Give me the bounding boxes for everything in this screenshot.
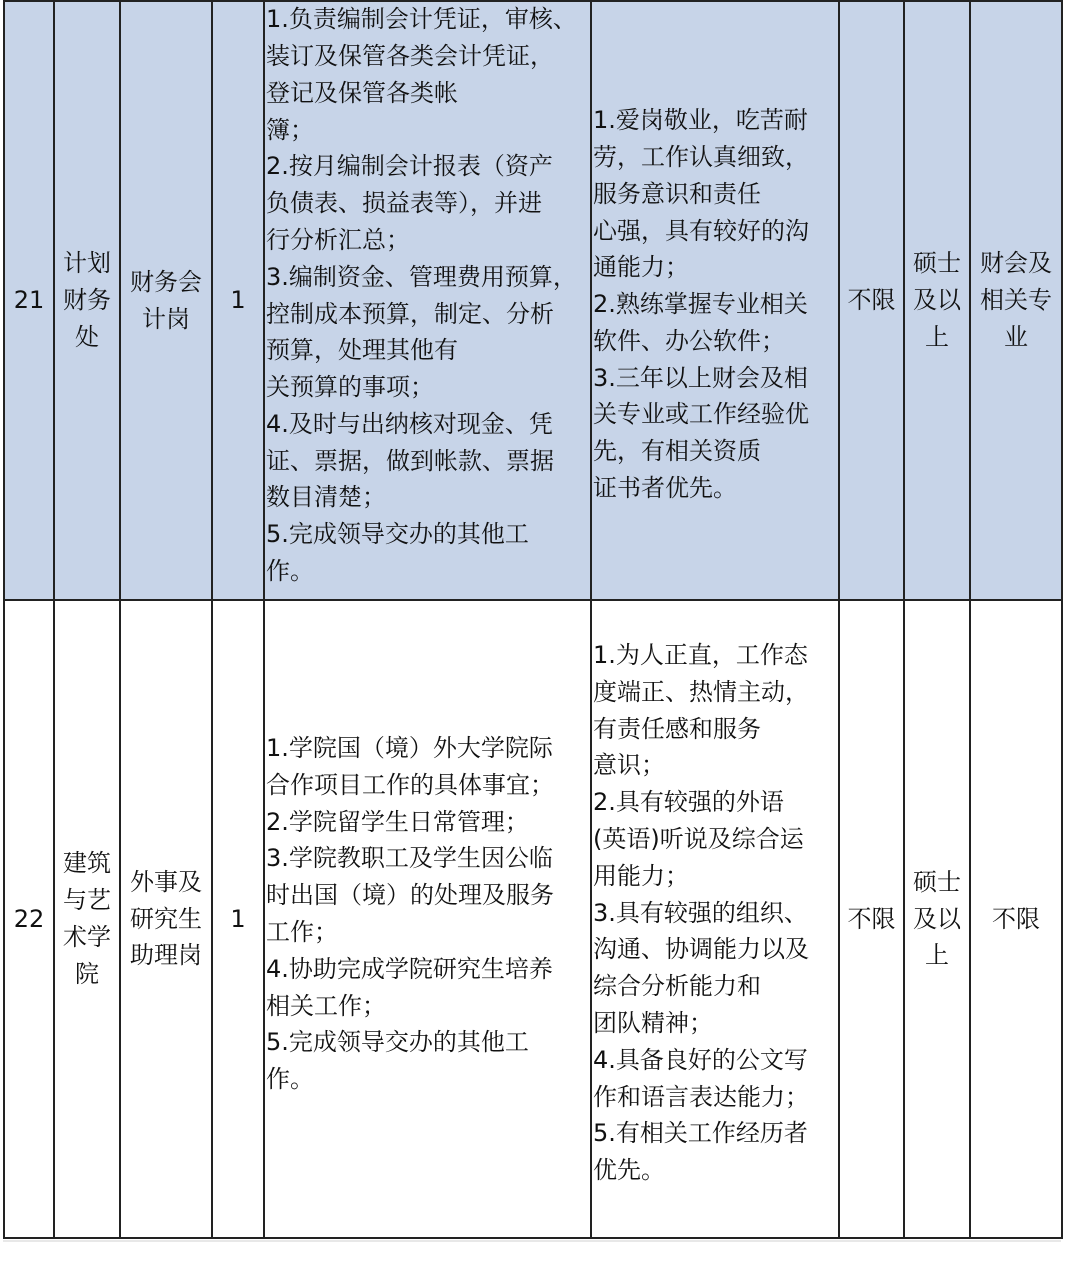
major-cell <box>970 1 1062 600</box>
position-name: 外事及 研究生 助理岗 <box>130 867 202 970</box>
headcount-cell <box>212 1 264 600</box>
row-number: 21 <box>13 286 45 315</box>
headcount: 1 <box>230 904 246 933</box>
duties-cell <box>264 600 591 1238</box>
position-cell <box>120 1 212 600</box>
age-requirement: 不限 <box>847 904 896 933</box>
duties-cell <box>264 1 591 600</box>
row-number: 22 <box>13 904 45 933</box>
duties-text: 1.负责编制会计凭证，审核、 装订及保管各类会计凭证， 登记及保管各类帐 簿； 2.按月编制会计报表（资产 负债表、损益表等），并进 行分析汇总； 3.编制资金、管理费用预算， 控制成本预算，制定、分析 预算，处理其他有 关预算的事项； 4.及时与出纳核对现金、凭 证、票据，做到帐款、票据 数目清楚； 5.完成领导交办的其他工 作。 <box>266 5 577 586</box>
department-name: 建筑 与艺 术学 院 <box>63 849 111 988</box>
education-cell <box>904 1 970 600</box>
row-number-cell <box>4 600 54 1238</box>
duties-text: 1.学院国（境）外大学院际 合作项目工作的具体事宜； 2.学院留学生日常管理； 3.学院教职工及学生因公临 时出国（境）的处理及服务 工作； 4.协助完成学院研究生培养 相关工作； 5.完成领导交办的其他工 作。 <box>266 734 554 1094</box>
position-name: 财务会 计岗 <box>130 267 202 333</box>
department-cell <box>54 600 120 1238</box>
education-requirement: 硕士 及以 上 <box>913 867 961 970</box>
major-requirement: 不限 <box>992 904 1040 933</box>
headcount: 1 <box>230 286 246 315</box>
position-cell <box>120 600 212 1238</box>
major-requirement: 财会及 相关专 业 <box>980 249 1052 351</box>
requirements-cell <box>591 600 839 1238</box>
requirements-text: 1.为人正直，工作态 度端正、热情主动， 有责任感和服务 意识； 2.具有较强的外语 (英语)听说及综合运 用能力； 3.具有较强的组织、 沟通、协调能力以及 综合分析能力和 团队精神； 4.具备良好的公文写 作和语言表达能力； 5.有相关工作经历者 优先。 <box>593 641 809 1185</box>
table-row <box>4 600 1062 1238</box>
page-shadow-divider <box>3 1240 1061 1242</box>
department-name: 计划 财务 处 <box>63 249 111 351</box>
age-cell <box>839 600 904 1238</box>
headcount-cell <box>212 600 264 1238</box>
requirements-text: 1.爱岗敬业，吃苦耐 劳，工作认真细致， 服务意识和责任 心强，具有较好的沟 通能力； 2.熟练掌握专业相关 软件、办公软件； 3.三年以上财会及相 关专业或工作经验优 先，有相关资质 证书者优先。 <box>593 106 809 503</box>
recruitment-table <box>3 0 1063 1239</box>
age-requirement: 不限 <box>847 286 896 315</box>
education-requirement: 硕士 及以 上 <box>913 249 961 351</box>
major-cell <box>970 600 1062 1238</box>
table-row <box>4 1 1062 600</box>
department-cell <box>54 1 120 600</box>
row-number-cell <box>4 1 54 600</box>
age-cell <box>839 1 904 600</box>
education-cell <box>904 600 970 1238</box>
requirements-cell <box>591 1 839 600</box>
